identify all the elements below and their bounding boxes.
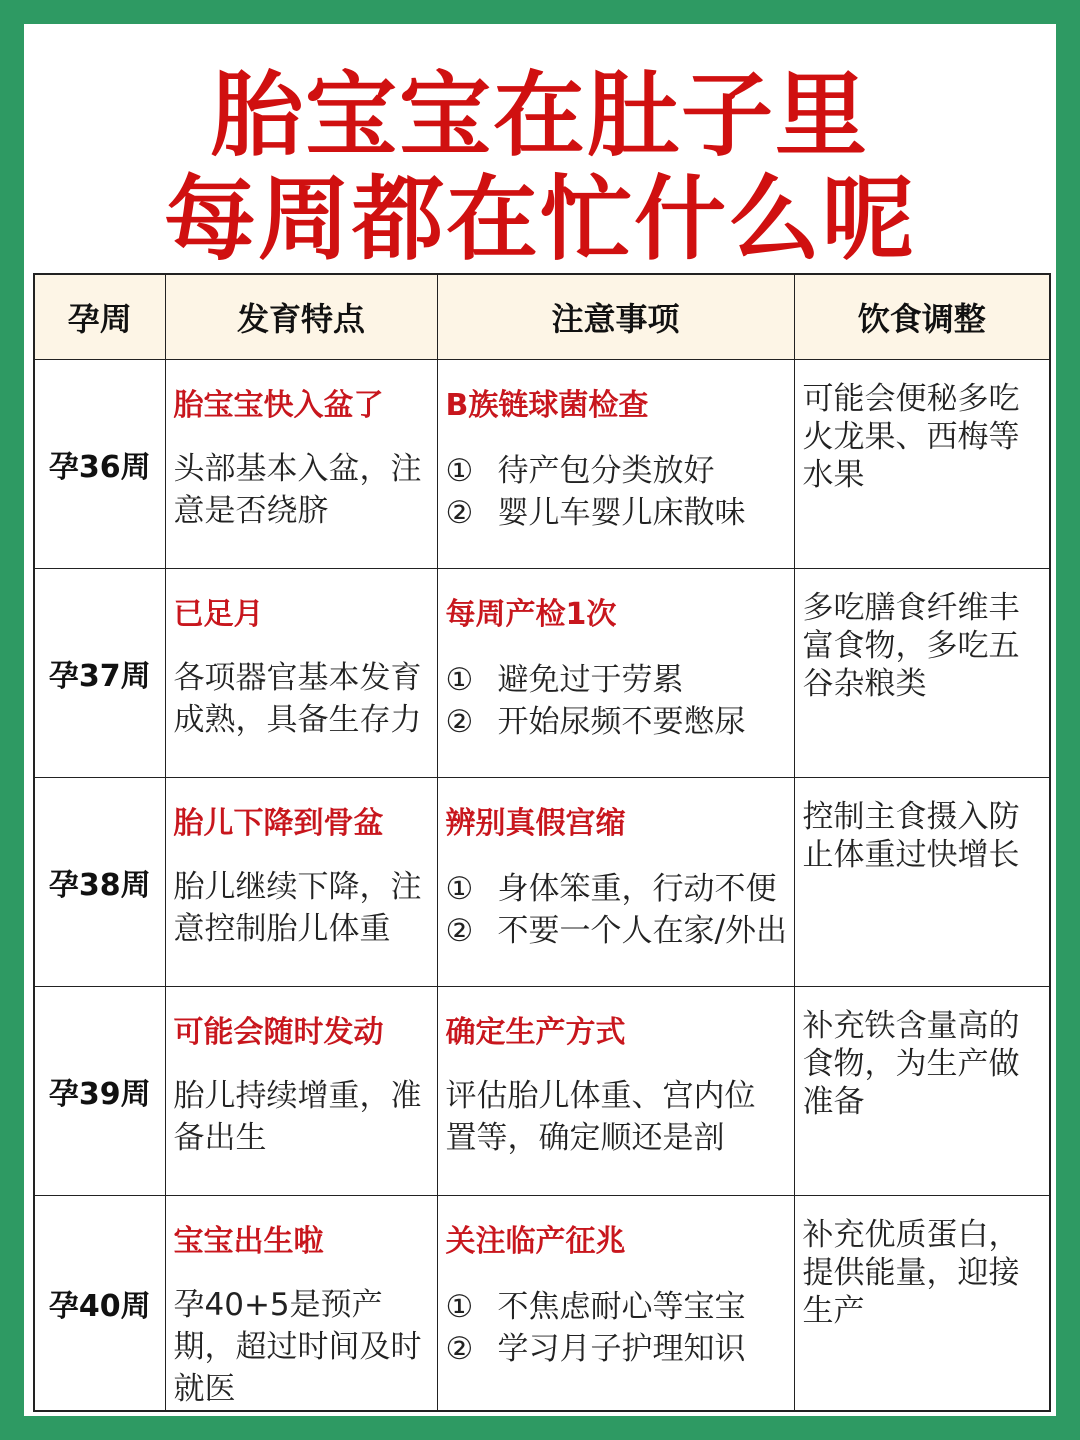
week-label: 孕38周 <box>34 778 165 987</box>
title-line-2: 每周都在忙什么呢 <box>163 166 916 273</box>
notes-title: 每周产检1次 <box>445 597 617 632</box>
notes-list <box>446 450 786 534</box>
notes-cell <box>437 987 794 1196</box>
list-item <box>446 492 786 534</box>
notes-title: B族链球菌检查 <box>445 388 649 423</box>
notes-list <box>446 659 786 743</box>
diet-text: 控制主食摄入防止体重过快增长 <box>802 799 1020 873</box>
table-row <box>34 360 1050 569</box>
circled-number: ① <box>445 871 474 907</box>
notes-cell <box>437 778 794 987</box>
development-cell <box>165 360 437 569</box>
table-row <box>34 569 1050 778</box>
development-text: 孕40+5是预产期，超过时间及时就医 <box>173 1287 422 1407</box>
notes-title: 辨别真假宫缩 <box>445 806 626 841</box>
notes-title: 确定生产方式 <box>445 1015 626 1050</box>
development-cell <box>165 778 437 987</box>
list-item <box>446 450 786 492</box>
circled-number: ② <box>445 495 474 531</box>
week-label: 孕37周 <box>34 569 165 778</box>
circled-number: ① <box>445 1289 474 1325</box>
header-diet: 饮食调整 <box>794 274 1050 360</box>
diet-cell <box>794 987 1050 1196</box>
diet-text: 补充铁含量高的食物，为生产做准备 <box>802 1008 1020 1120</box>
list-item-text: 婴儿车婴儿床散味 <box>497 495 746 531</box>
list-item-text: 不要一个人在家/外出 <box>497 913 787 949</box>
list-item-text: 待产包分类放好 <box>497 453 715 489</box>
development-cell <box>165 987 437 1196</box>
list-item <box>446 910 786 952</box>
list-item-text: 身体笨重，行动不便 <box>497 871 777 907</box>
circled-number: ② <box>445 704 474 740</box>
development-text: 胎儿持续增重，准备出生 <box>173 1078 422 1156</box>
list-item <box>446 659 786 701</box>
list-item <box>446 1286 786 1328</box>
development-cell <box>165 1196 437 1412</box>
circled-number: ② <box>445 913 474 949</box>
diet-cell <box>794 1196 1050 1412</box>
diet-text: 多吃膳食纤维丰富食物，多吃五谷杂粮类 <box>802 590 1020 702</box>
week-label: 孕39周 <box>34 987 165 1196</box>
development-title: 胎儿下降到骨盆 <box>173 806 384 841</box>
development-title: 胎宝宝快入盆了 <box>173 388 384 423</box>
diet-text: 可能会便秘多吃火龙果、西梅等水果 <box>802 381 1020 493</box>
notes-text: 评估胎儿体重、宫内位置等，确定顺还是剖 <box>445 1078 756 1156</box>
development-title: 可能会随时发动 <box>173 1015 384 1050</box>
info-card <box>24 24 1056 1416</box>
page-title <box>24 64 1056 272</box>
development-text: 胎儿继续下降，注意控制胎儿体重 <box>173 869 422 947</box>
circled-number: ① <box>445 453 474 489</box>
list-item-text: 避免过于劳累 <box>497 662 684 698</box>
diet-text: 补充优质蛋白，提供能量，迎接生产 <box>802 1217 1020 1329</box>
circled-number: ① <box>445 662 474 698</box>
notes-title: 关注临产征兆 <box>445 1224 626 1259</box>
diet-cell <box>794 360 1050 569</box>
development-cell <box>165 569 437 778</box>
list-item-text: 学习月子护理知识 <box>497 1331 746 1367</box>
header-notes: 注意事项 <box>437 274 794 360</box>
week-label: 孕36周 <box>34 360 165 569</box>
notes-list <box>446 868 786 952</box>
title-line-1: 胎宝宝在肚子里 <box>210 62 869 169</box>
diet-cell <box>794 569 1050 778</box>
development-text: 头部基本入盆，注意是否绕脐 <box>173 451 422 529</box>
notes-cell <box>437 569 794 778</box>
development-text: 各项器官基本发育成熟，具备生存力 <box>173 660 422 738</box>
table-header-row <box>34 274 1050 360</box>
header-development: 发育特点 <box>165 274 437 360</box>
notes-list <box>446 1286 786 1370</box>
table-row <box>34 1196 1050 1412</box>
table-row <box>34 778 1050 987</box>
list-item <box>446 868 786 910</box>
list-item <box>446 701 786 743</box>
week-label: 孕40周 <box>34 1196 165 1412</box>
table-row <box>34 987 1050 1196</box>
development-title: 已足月 <box>173 597 264 632</box>
development-title: 宝宝出生啦 <box>173 1224 324 1259</box>
header-week: 孕周 <box>34 274 165 360</box>
notes-cell <box>437 360 794 569</box>
list-item <box>446 1328 786 1370</box>
list-item-text: 开始尿频不要憋尿 <box>497 704 746 740</box>
notes-cell <box>437 1196 794 1412</box>
circled-number: ② <box>445 1331 474 1367</box>
pregnancy-week-table <box>33 273 1051 1412</box>
list-item-text: 不焦虑耐心等宝宝 <box>497 1289 746 1325</box>
diet-cell <box>794 778 1050 987</box>
